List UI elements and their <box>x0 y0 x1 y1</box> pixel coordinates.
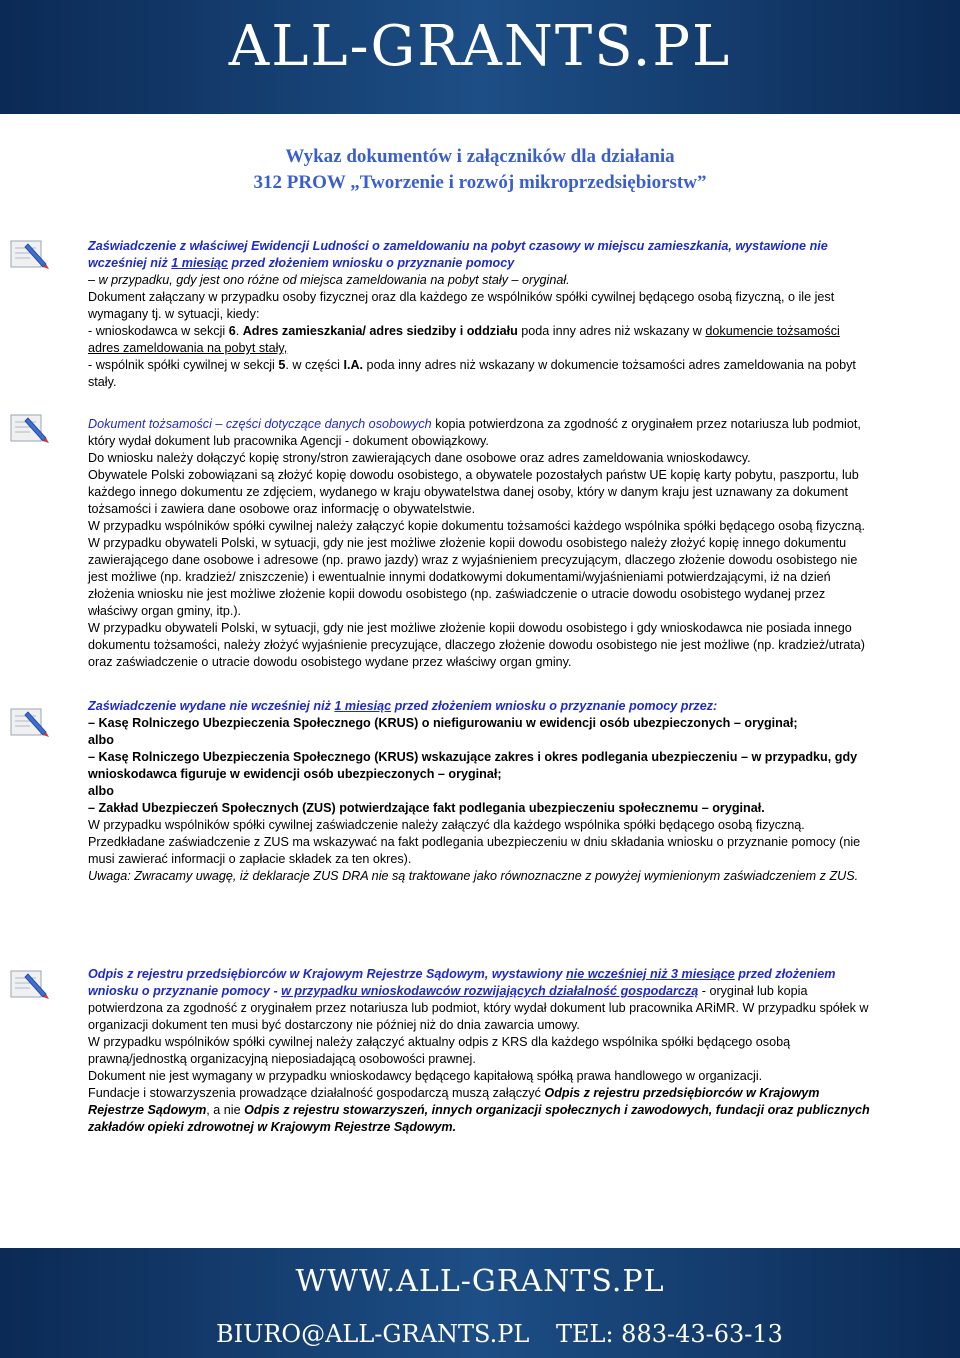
s3-heading-part3: przed złożeniem wniosku o przyznanie pomocy przez: <box>391 699 718 713</box>
s1-p3-e: poda inny adres niż wskazany w dokumencie tożsamości adres zameldowania na pobyt stały. <box>88 358 856 389</box>
s2-paragraph-5: W przypadku obywateli Polski, w sytuacji, gdy nie jest możliwe złożenie kopii dowodu osobistego i gdy wnioskodawca nie posiada innego dokumentu tożsamości, należy złożyć wyjaśnienie precyzujące, dlaczego złożenie dowodu osobistego nie jest możliwe (np. kradzież/utrata) oraz zaświadczenie o utracie dowodu osobistego wydane przez właściwy organ gminy. <box>88 621 866 669</box>
header-banner <box>0 0 960 114</box>
s1-p2-b: 6 <box>228 324 236 338</box>
s2-paragraph-3: W przypadku wspólników spółki cywilnej należy załączyć kopie dokumentu tożsamości każdego wspólnika spółki będącego osobą fizyczną. <box>88 519 865 533</box>
s4-p3-d: Odpis z rejestru stowarzyszeń, innych organizacji społecznych i zawodowych, fundacji oraz publicznych zakładów opieki zdrowotnej w Krajowym Rejestrze Sądowym. <box>88 1103 870 1134</box>
s1-p2-d: Adres zamieszkania/ <box>242 324 366 338</box>
s4-paragraph-1: W przypadku wspólników spółki cywilnej należy załączyć aktualny odpis z KRS dla każdego wspólnika spółki będącego osobą prawną/jednostką organizacyjną nieposiadającą osobowości prawnej. <box>88 1035 791 1066</box>
doc-title-line1: Wykaz dokumentów i załączników dla działania <box>285 146 675 167</box>
s4-paragraph-2: Dokument nie jest wymagany w przypadku wnioskodawcy będącego kapitałową spółką prawa handlowego w organizacji. <box>88 1069 763 1083</box>
s4-heading-part4: w przypadku wnioskodawców rozwijających działalność gospodarczą <box>281 984 699 998</box>
s4-p3-c: , a nie <box>206 1103 245 1117</box>
s4-text: - oryginał lub kopia potwierdzona za zgodność z oryginałem przez notariusza lub podmiot, który wydał dokument lub pracownika ARiMR. W przypadku spółek w organizacji dokument ten musi być dostarczony nie później niż do dnia zawarcia umowy. <box>88 984 869 1032</box>
document-pen-icon <box>8 968 52 1002</box>
s1-heading-part2: 1 miesiąc <box>171 256 229 270</box>
s1-p2-g: poda inny adres niż wskazany w <box>517 324 706 338</box>
s3-heading-part2: 1 miesiąc <box>334 699 392 713</box>
s1-p3-b: 5 <box>278 358 286 372</box>
s2-text: kopia potwierdzona za zgodność z oryginałem przez notariusza lub podmiot, który wydał dokument lub pracownika Agencji - dokument obowiązkowy. <box>88 417 861 448</box>
s3-heading-part1: Zaświadczenie wydane nie wcześniej niż <box>88 699 335 713</box>
s2-paragraph-1: Do wniosku należy dołączyć kopię strony/stron zawierających dane osobowe oraz adres zameldowania wnioskodawcy. <box>88 451 751 465</box>
s3-bullet-1: – Kasę Rolniczego Ubezpieczenia Społecznego (KRUS) o niefigurowaniu w ewidencji osób ubezpieczonych – oryginał; <box>88 716 798 730</box>
section-dokument-tozsamosci <box>88 416 872 671</box>
s3-albo-1: albo <box>88 733 114 747</box>
doc-title-line2: 312 PROW „Tworzenie i rozwój mikroprzedsiębiorstw” <box>253 172 707 193</box>
s3-bullet-2: – Kasę Rolniczego Ubezpieczenia Społecznego (KRUS) wskazujące zakres i okres podlegania ubezpieczeniu – w przypadku, gdy wnioskodawca figuruje w ewidencji osób ubezpieczonych – oryginał; <box>88 750 858 781</box>
document-pen-icon <box>8 238 52 272</box>
s4-heading-part2: nie wcześniej niż 3 miesiące <box>566 967 735 981</box>
s1-p3-c: . w części <box>285 358 344 372</box>
s1-p2-a: - wnioskodawca w sekcji <box>88 324 229 338</box>
s1-p2-f: adres siedziby i oddziału <box>369 324 518 338</box>
s3-bullet-3: – Zakład Ubezpieczeń Społecznych (ZUS) potwierdzające fakt podlegania ubezpieczeniu społecznemu – oryginał. <box>88 801 765 815</box>
section-ewidencja <box>88 238 872 391</box>
s2-heading: Dokument tożsamości – części dotyczące danych osobowych <box>88 417 432 431</box>
document-pen-icon <box>8 412 52 446</box>
footer-banner <box>0 1248 960 1358</box>
footer-email: BIURO@ALL-GRANTS.PL <box>216 1320 530 1348</box>
s2-paragraph-2: Obywatele Polski zobowiązani są złożyć kopię dowodu osobistego, a obywatele pozostałych państw UE kopię karty pobytu, paszportu, lub każdego innego dokumentu ze zdjęciem, wydanego w kraju obywatelstwa danej osoby, który w danym kraju jest uznawany za dokument tożsamości i zawiera dane osobowe oraz informację o obywatelstwie. <box>88 468 859 516</box>
s1-paragraph-1: Dokument załączany w przypadku osoby fizycznej oraz dla każdego ze wspólników spółki cywilnej będącego osobą fizyczną, o ile jest wymagany tj. w sytuacji, kiedy: <box>88 290 835 321</box>
s1-p3-a: - wspólnik spółki cywilnej w sekcji <box>88 358 279 372</box>
s1-heading-part4: – w przypadku, gdy jest ono różne od miejsca zameldowania na pobyt stały – oryginał. <box>88 273 570 287</box>
site-logo: ALL-GRANTS.PL <box>228 14 732 79</box>
s3-note: Uwaga: Zwracamy uwagę, iż deklaracje ZUS DRA nie są traktowane jako równoznaczne z powyżej wymienionym zaświadczeniem z ZUS. <box>88 869 859 883</box>
s4-heading-part1: Odpis z rejestru przedsiębiorców w Krajowym Rejestrze Sądowym, wystawiony <box>88 967 567 981</box>
s1-heading-part3: przed złożeniem wniosku o przyznanie pomocy <box>228 256 515 270</box>
footer-phone: TEL: 883-43-63-13 <box>556 1320 783 1348</box>
s1-p2-h: dokumencie tożsamości adres zameldowania na pobyt stały, <box>88 324 840 355</box>
section-odpis-krs <box>88 966 872 1136</box>
s1-heading-part1: Zaświadczenie z właściwej Ewidencji Ludności o zameldowaniu na pobyt czasowy w miejscu zamieszkania, wystawione nie wcześniej niż <box>88 239 828 270</box>
section-zaswiadczenie-krus-zus <box>88 698 872 885</box>
s4-p3-b: Odpis z rejestru przedsiębiorców w Krajowym Rejestrze Sądowym <box>88 1086 820 1117</box>
s4-heading-part3: przed złożeniem wniosku o przyznanie pomocy - <box>88 967 836 998</box>
s3-paragraph-2: Przedkładane zaświadczenie z ZUS ma wskazywać na fakt podlegania ubezpieczeniu w dniu składania wniosku o przyznanie pomocy (nie musi zawierać informacji o zapłacie składek za ten okres). <box>88 835 861 866</box>
s1-p3-d: I.A. <box>343 358 364 372</box>
s2-paragraph-4: W przypadku obywateli Polski, w sytuacji, gdy nie jest możliwe złożenie kopii dowodu osobistego należy złożyć kopię innego dokumentu zawierającego dane osobowe i adresowe (np. prawo jazdy) wraz z wyjaśnieniem precyzującym, dlaczego złożenie dowodu osobistego nie jest możliwe (np. kradzież/ zniszczenie) i ewentualnie innymi dodatkowymi dokumentami/wyjaśnieniami potwierdzającymi, iż na dzień złożenia wniosku nie jest możliwe złożenie kopii dowodu osobistego (np. zaświadczenie o utracie dowodu osobistego wydanej przez właściwy organ gminy, itp.). <box>88 536 858 618</box>
s3-albo-2: albo <box>88 784 114 798</box>
s4-p3-a: Fundacje i stowarzyszenia prowadzące działalność gospodarczą muszą załączyć <box>88 1086 545 1100</box>
document-pen-icon <box>8 706 52 740</box>
s1-p2-c: . <box>235 324 243 338</box>
s3-paragraph-1: W przypadku wspólników spółki cywilnej zaświadczenie należy załączyć dla każdego wspólnika spółki będącego osobą fizyczną. <box>88 818 805 832</box>
footer-website: WWW.ALL-GRANTS.PL <box>295 1264 665 1299</box>
